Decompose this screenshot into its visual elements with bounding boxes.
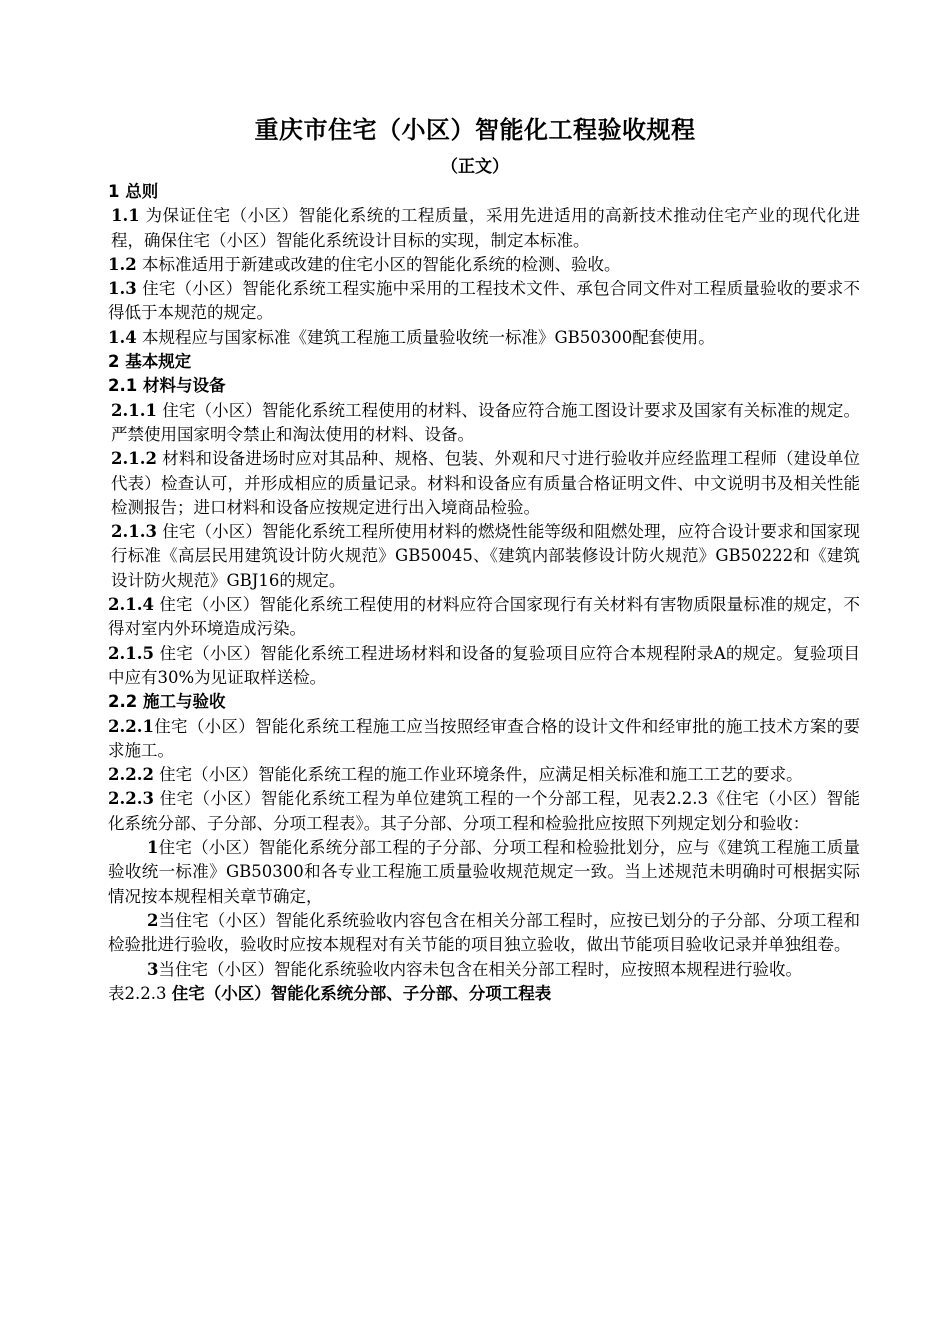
clause-1-1 bbox=[108, 204, 860, 253]
clause-number: 1.4 bbox=[108, 327, 137, 347]
clause-2-1-5 bbox=[108, 642, 860, 691]
list-item-text: 当住宅（小区）智能化系统验收内容包含在相关分部工程时，应按已划分的子分部、分项工程和检验批进行验收，验收时应按本规程对有关节能的项目独立验收，做出节能项目验收记录并单独组卷。 bbox=[108, 910, 860, 955]
clause-2-1-1 bbox=[108, 399, 860, 448]
clause-2-1-3 bbox=[108, 520, 860, 593]
list-item-number: 2 bbox=[147, 910, 159, 930]
clause-1-4 bbox=[108, 326, 860, 350]
section-heading-1: 1 总则 bbox=[108, 182, 159, 201]
clause-text: 住宅（小区）智能化系统工程的施工作业环境条件，应满足相关标准和施工工艺的要求。 bbox=[153, 765, 803, 785]
table-number: 表2.2.3 bbox=[108, 983, 172, 1003]
clause-text: 住宅（小区）智能化系统工程实施中采用的工程技术文件、承包合同文件对工程质量验收的要求不得低于本规范的规定。 bbox=[108, 279, 860, 323]
document-title: 重庆市住宅（小区）智能化工程验收规程 bbox=[254, 116, 696, 144]
table-caption bbox=[108, 982, 860, 1006]
clause-text: 为保证住宅（小区）智能化系统的工程质量，采用先进适用的高新技术推动住宅产业的现代化进程，确保住宅（小区）智能化系统设计目标的实现，制定本标准。 bbox=[111, 206, 860, 250]
clause-text: 住宅（小区）智能化系统工程使用的材料、设备应符合施工图设计要求及国家有关标准的规定。严禁使用国家明令禁止和淘汰使用的材料、设备。 bbox=[111, 400, 860, 444]
clause-text: 住宅（小区）智能化系统工程施工应当按照经审查合格的设计文件和经审批的施工技术方案的要求施工。 bbox=[108, 716, 860, 760]
clause-number: 2.1.1 bbox=[111, 400, 157, 420]
table-title: 住宅（小区）智能化系统分部、子分部、分项工程表 bbox=[171, 983, 552, 1003]
clause-number: 2.2.3 bbox=[108, 789, 154, 809]
clause-number: 2.1.5 bbox=[108, 643, 154, 663]
clause-number: 1.2 bbox=[108, 254, 137, 274]
clause-1-3 bbox=[108, 277, 860, 326]
list-item-1 bbox=[108, 836, 860, 909]
clause-number: 2.2.1 bbox=[108, 716, 154, 736]
clause-2-1-2 bbox=[108, 447, 860, 520]
list-item-text: 住宅（小区）智能化系统分部工程的子分部、分项工程和检验批划分，应与《建筑工程施工质量验收统一标准》GB50300和各专业工程施工质量验收规范规定一致。当上述规范未明确时可根据实际情况按本规程相关章节确定， bbox=[108, 838, 860, 906]
clause-text: 本标准适用于新建或改建的住宅小区的智能化系统的检测、验收。 bbox=[136, 254, 621, 274]
subsection-heading-2-2: 2.2 施工与验收 bbox=[108, 692, 226, 712]
list-item-text: 当住宅（小区）智能化系统验收内容未包含在相关分部工程时，应按照本规程进行验收。 bbox=[158, 959, 802, 979]
clause-2-2-3 bbox=[108, 787, 860, 836]
document-body bbox=[108, 180, 860, 1006]
clause-2-1-4 bbox=[108, 593, 860, 642]
clause-number: 2.1.2 bbox=[111, 449, 157, 469]
clause-text: 住宅（小区）智能化系统工程使用的材料应符合国家现行有关材料有害物质限量标准的规定，不得对室内外环境造成污染。 bbox=[108, 595, 860, 639]
list-item-3 bbox=[108, 958, 860, 982]
clause-number: 1.3 bbox=[108, 279, 137, 299]
clause-2-2-1 bbox=[108, 715, 860, 764]
clause-number: 2.1.3 bbox=[111, 522, 157, 542]
clause-text: 本规程应与国家标准《建筑工程施工质量验收统一标准》GB50300配套使用。 bbox=[136, 327, 715, 347]
clause-text: 住宅（小区）智能化系统工程为单位建筑工程的一个分部工程，见表2.2.3《住宅（小区）智能化系统分部、子分部、分项工程表》。其子分部、分项工程和检验批应按照下列规定划分和验收： bbox=[108, 789, 860, 833]
clause-text: 住宅（小区）智能化系统工程进场材料和设备的复验项目应符合本规程附录A的规定。复验项目中应有30%为见证取样送检。 bbox=[108, 643, 860, 687]
list-item-2 bbox=[108, 909, 860, 958]
document-subtitle: （正文） bbox=[441, 157, 509, 177]
clause-number: 2.2.2 bbox=[108, 765, 154, 785]
clause-text: 材料和设备进场时应对其品种、规格、包装、外观和尺寸进行验收并应经监理工程师（建设单位代表）检查认可，并形成相应的质量记录。材料和设备应有质量合格证明文件、中文说明书及相关性能检测报告；进口材料和设备应按规定进行出入境商品检验。 bbox=[111, 449, 860, 517]
clause-number: 1.1 bbox=[111, 206, 140, 226]
list-item-number: 1 bbox=[147, 838, 159, 858]
clause-text: 住宅（小区）智能化系统工程所使用材料的燃烧性能等级和阻燃处理，应符合设计要求和国家现行标准《高层民用建筑设计防火规范》GB50045、《建筑内部装修设计防火规范》GB50222和《建筑设计防火规范》GBJ16的规定。 bbox=[111, 522, 860, 590]
clause-number: 2.1.4 bbox=[108, 595, 154, 615]
list-item-number: 3 bbox=[147, 959, 159, 979]
clause-1-2 bbox=[108, 253, 860, 277]
subsection-heading-2-1: 2.1 材料与设备 bbox=[108, 376, 226, 396]
clause-2-2-2 bbox=[108, 763, 860, 787]
section-heading-2: 2 基本规定 bbox=[108, 352, 192, 372]
